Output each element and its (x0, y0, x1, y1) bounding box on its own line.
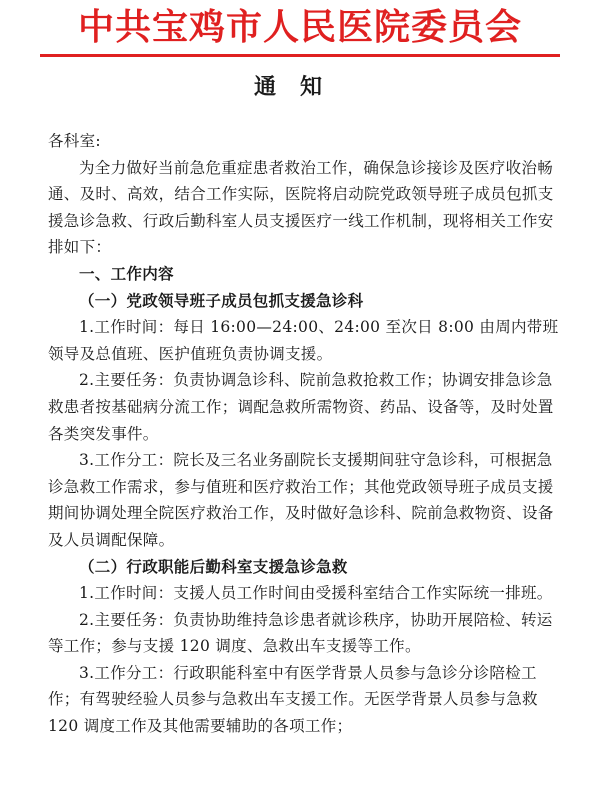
admin-main-tasks: 2.主要任务：负责协助维持急诊患者就诊秩序，协助开展陪检、转运等工作；参与支援 120 调度、急救出车支援等工作。 (48, 610, 553, 656)
red-divider-line (40, 54, 560, 57)
subsection-heading-admin: （二）行政职能后勤科室支援急诊急救 (79, 557, 348, 576)
leadership-work-time: 1.工作时间：每日 16:00—24:00、24:00 至次日 8:00 由周内带班领导及总值班、医护值班负责协调支援。 (48, 318, 559, 363)
leadership-main-tasks: 2.主要任务：负责协调急诊科、院前急救抢救工作；协调安排急诊急救患者按基础病分流工作；调配急救所需物资、药品、设备等，及时处置各类突发事件。 (48, 371, 554, 443)
notice-title: 通知 (253, 75, 346, 100)
intro-paragraph: 为全力做好当前急危重症患者救治工作，确保急诊接诊及医疗收治畅通、及时、高效，结合工作实际，医院将启动院党政领导班子成员包抓支援急诊急救、行政后勤科室人员支援医疗一线工作机制，现将相关工作安排如下： (48, 158, 554, 257)
admin-work-time: 1.工作时间：支援人员工作时间由受援科室结合工作实际统一排班。 (79, 584, 553, 603)
admin-division: 3.工作分工：行政职能科室中有医学背景人员参与急诊分诊陪检工作；有驾驶经验人员参与急救出车支援工作。无医学背景人员参与急救 120 调度工作及其他需要辅助的各项工作； (48, 663, 538, 736)
notice-body (48, 128, 566, 740)
salutation: 各科室: (48, 132, 101, 150)
leadership-division: 3.工作分工：院长及三名业务副院长支援期间驻守急诊科，可根据急诊急救工作需求，参与值班和医疗救治工作；其他党政领导班子成员支援期间协调处理全院医疗救治工作，及时做好急诊科、院前急救物资、设备及人员调配保障。 (48, 451, 554, 549)
subsection-heading-leadership: （一）党政领导班子成员包抓支援急诊科 (79, 291, 364, 310)
section-heading-work-content: 一、工作内容 (79, 264, 174, 283)
issuing-org-header: 中共宝鸡市人民医院委员会 (77, 7, 522, 48)
